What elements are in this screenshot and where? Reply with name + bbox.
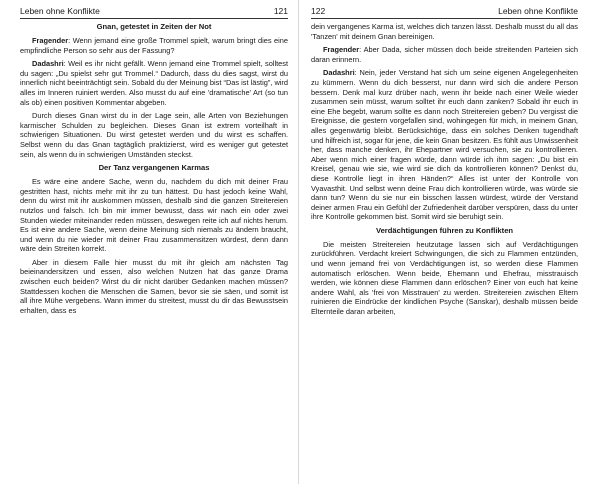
section-heading: Gnan, getestet in Zeiten der Not <box>96 22 212 31</box>
paragraph <box>20 36 288 55</box>
speaker-label: Fragender <box>32 36 69 45</box>
right-body <box>311 22 578 317</box>
paragraph <box>311 68 578 222</box>
paragraph: Es wäre eine andere Sache, wenn du, nachdem du dich mit deiner Frau gestritten hast, nichts mehr mit ihr zu tun hättest. Du hast jedoch keine Wahl, denn du wirst mit ihr auskommen müssen, deshalb sind die ganzen Streitereien nutzlos und falsch. Ich bin mir immer bewusst, dass wir nach ein oder zwei Stunden wieder miteinander reden müssen, deswegen reite ich auf nichts herum. Es ist eine andere Sache, wenn deine Meinung sich niemals zu ändern braucht, und wenn du nie wieder mit deiner Frau zusammensitzen würdest, denn dann wäre dein Streiten korrekt. <box>20 177 288 254</box>
paragraph-text: : Nein, jeder Verstand hat sich um seine eigenen Angelegenheiten zu kümmern. Wenn du dich besserst, nur dann wird sich die andere Person bessern. Denk mal kurz drüber nach, wenn ihr beide nach einer Weile wieder zusammen sein müsst, warum solltet ihr euch dann zanken? Sobald ihr euch in eine Ehe begebt, warum sollte es dann noch Streitereien geben? Du vergisst die Ereignisse, die gestern vorgefallen sind, wohingegen für mich, in meinem Gnan, alles gegenwärtig bleibt. Berücksichtige, dass ein solches Denken tugendhaft und hilfreich ist, sogar für jene, die kein Gnan besitzen. Es fühlt aus Unwissenheit her, dass manche denken, ihr Ehepartner wird versuchen, sie zu kontrollieren. Aber wenn mich einer fragen würde, dann würde ich ihm sagen: „Du bist ein Kreisel, genau wie sie, wie wird sie dich da kontrollieren können? Denkst du, diese Kontrolle liegt in ihren Händen?“ Alles ist unter der Kontrolle von Vyavasthit. Und selbst wenn deine Frau dich kontrollieren würde, was würde sie dann tun? Wenn du sie nur ein bisschen lassen würdest, würde der Verstand deiner armen Frau ein Gefühl der Zufriedenheit darüber verspüren, dass du unter ihre Kontrolle gekommen bist. Somit wird sie beruhigt sein. <box>311 68 578 222</box>
left-page-number: 121 <box>273 6 288 16</box>
left-running-head <box>20 6 288 19</box>
right-page-number: 122 <box>311 6 326 16</box>
paragraph: Die meisten Streitereien heutzutage lassen sich auf Verdächtigungen zurückführen. Verdacht kreiert Schwingungen, die sich zu Flammen entzünden, und wenn jemand frei von Verdächtigungen ist, so werden diese Flammen automatisch erlöschen. Wenn beide, Ehemann und Ehefrau, misstrauisch werden, wie können diese Flammen dann erlöschen? Einer von euch hat keine andere Wahl, als 'frei von Misstrauen' zu werden. Streitereien zwischen Eltern ruinieren die Eindrücke der kindlichen Psyche (Sanskar), deshalb müssen beide Elternteile daran arbeiten, <box>311 239 578 317</box>
paragraph: Aber in diesem Falle hier musst du mit ihr gleich am nächsten Tag beieinandersitzen und essen, also welchen Nutzen hat das ganze Drama zwischen euch beiden? Wirst du dir nicht darüber Gedanken machen müssen? Stattdessen kochen die Menschen die Samen, bevor sie sie säen, und somit ist all ihre Mühe vergebens. Wann immer du streitest, musst du dir das Bewusstsein erhalten, dass es <box>20 257 288 315</box>
right-page <box>299 0 598 484</box>
paragraph: Durch dieses Gnan wirst du in der Lage sein, alle Arten von Beziehungen karmischer Schulden zu begleichen. Dieses Gnan ist extrem vorteilhaft in schwierigen Situationen. Du wirst getestet werden und du wirst es schaffen. Selbst wenn du das Gnan tagtäglich praktizierst, wird es weniger gut getestet sein, als wenn du in schwierigen Umständen steckst. <box>20 111 288 159</box>
speaker-label: Fragender <box>323 45 360 55</box>
speaker-label: Dadashri <box>32 59 64 69</box>
left-body <box>20 22 288 315</box>
speaker-label: Dadashri <box>323 68 355 78</box>
section-heading: Der Tanz vergangenen Karmas <box>98 163 210 173</box>
paragraph <box>20 59 288 107</box>
paragraph <box>311 45 578 64</box>
paragraph-text: : Wenn jemand eine große Trommel spielt, warum bringt dies eine empfindliche Person so sehr aus der Fassung? <box>20 36 288 55</box>
left-page <box>0 0 299 484</box>
paragraph-text: : Weil es ihr nicht gefällt. Wenn jemand eine Trommel spielt, solltest du sagen: „Du spielst sehr gut Trommel.“ Dadurch, dass du dies sagst, wirst du innerlich nicht beeinträchtigt sein. Sobald du der Meinung bist “Das ist lästig”, wird alles im Inneren ruiniert werden. Also musst du auf eine 'dramatische' Art (so tun als ob) einen positiven Kommentar abgeben. <box>20 59 288 107</box>
paragraph: dein vergangenes Karma ist, welches dich tanzen lässt. Deshalb musst du all das 'Tanzen' mit deinem Gnan bereinigen. <box>311 22 578 41</box>
right-header-title: Leben ohne Konflikte <box>498 6 578 16</box>
right-running-head <box>311 6 578 19</box>
left-header-title: Leben ohne Konflikte <box>20 6 100 16</box>
paragraph-text: : Aber Dada, sicher müssen doch beide streitenden Parteien sich daran erinnern. <box>311 45 578 64</box>
section-heading: Verdächtigungen führen zu Konflikten <box>375 225 514 235</box>
